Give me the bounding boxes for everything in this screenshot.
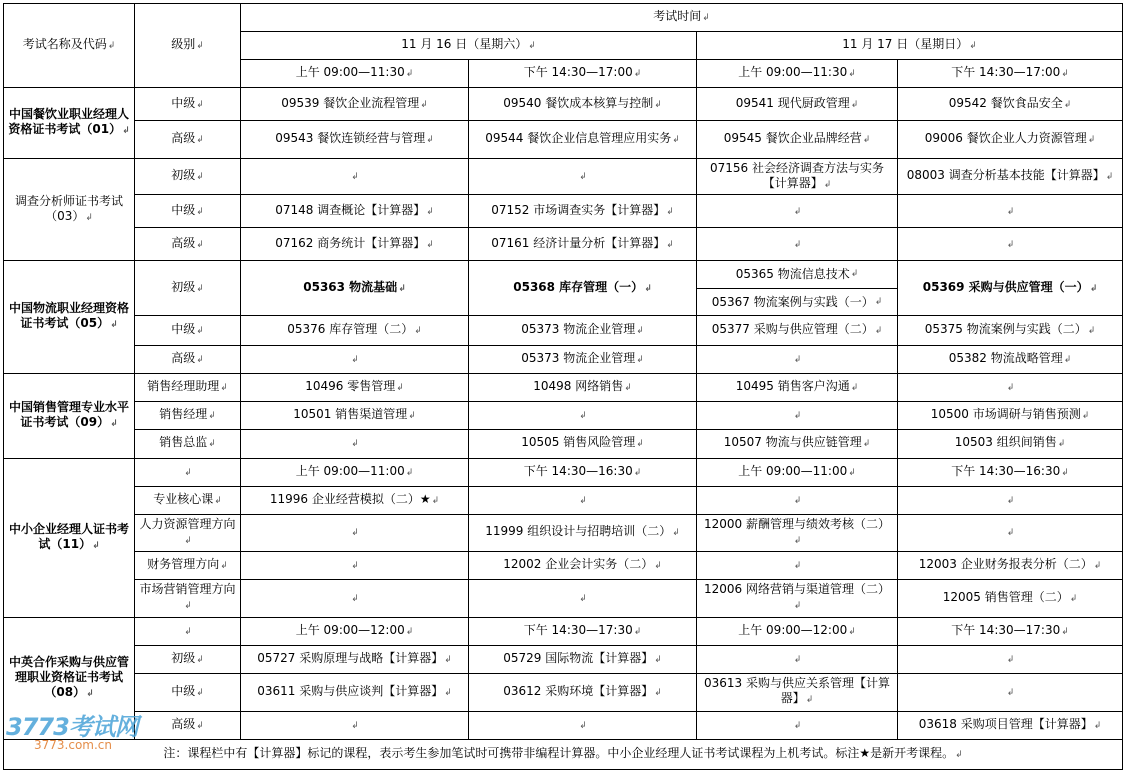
paragraph-mark-icon: ↲ (110, 320, 118, 331)
day2-text: 11 月 17 日（星期日） (842, 37, 969, 52)
exam-name-header-text: 考试名称及代码 (22, 37, 107, 52)
course-cell (898, 195, 1123, 228)
paragraph-mark-icon: ↲ (579, 411, 587, 422)
slot-cell: 上午 09:00—12:00↲ (697, 617, 898, 645)
paragraph-mark-icon: ↲ (1087, 135, 1096, 146)
level-cell: 专业核心课↲ (135, 486, 241, 514)
paragraph-mark-icon: ↲ (654, 560, 662, 571)
slot-cell: 上午 09:00—11:30↲ (241, 60, 469, 88)
paragraph-mark-icon: ↲ (196, 283, 204, 294)
level-cell: 高级↲ (135, 711, 241, 739)
paragraph-mark-icon: ↲ (969, 41, 977, 52)
course-cell (697, 486, 898, 514)
slot-cell: 下午 14:30—16:30↲ (469, 458, 697, 486)
course-cell (898, 374, 1123, 402)
level-header (135, 4, 241, 88)
table-row (4, 159, 1123, 195)
paragraph-mark-icon: ↲ (1006, 654, 1015, 665)
table-row (4, 88, 1123, 121)
course-cell: 12003 企业财务报表分析（二）↲ (898, 551, 1123, 579)
course-cell: 09541 现代厨政管理↲ (697, 88, 898, 121)
paragraph-mark-icon: ↲ (110, 418, 118, 429)
paragraph-mark-icon: ↲ (955, 749, 963, 760)
paragraph-mark-icon: ↲ (444, 687, 452, 698)
course-cell (241, 159, 469, 195)
course-cell: 10503 组织间销售↲ (898, 430, 1123, 458)
slot-cell: 下午 14:30—16:30↲ (898, 458, 1123, 486)
level-cell: 中级↲ (135, 88, 241, 121)
paragraph-mark-icon: ↲ (1006, 239, 1015, 250)
paragraph-mark-icon: ↲ (850, 269, 859, 280)
course-cell: 12002 企业会计实务（二）↲ (469, 551, 697, 579)
paragraph-mark-icon: ↲ (862, 135, 871, 146)
course-cell: 09545 餐饮企业品牌经营↲ (697, 121, 898, 159)
paragraph-mark-icon: ↲ (208, 439, 216, 450)
paragraph-mark-icon: ↲ (220, 560, 228, 571)
paragraph-mark-icon: ↲ (408, 411, 416, 422)
table-row (4, 316, 1123, 346)
paragraph-mark-icon: ↲ (398, 283, 406, 294)
paragraph-mark-icon: ↲ (823, 179, 832, 190)
paragraph-mark-icon: ↲ (196, 687, 204, 698)
paragraph-mark-icon: ↲ (654, 654, 662, 665)
table-row (4, 579, 1123, 617)
paragraph-mark-icon: ↲ (196, 239, 204, 250)
paragraph-mark-icon: ↲ (1061, 69, 1069, 80)
course-cell (697, 402, 898, 430)
level-cell: 中级↲ (135, 195, 241, 228)
paragraph-mark-icon: ↲ (351, 439, 359, 450)
course-cell (241, 711, 469, 739)
level-cell: 人力资源管理方向↲ (135, 514, 241, 551)
exam-name-logistics: 中国物流职业经理资格证书考试（05）↲ (4, 261, 135, 374)
course-cell (469, 579, 697, 617)
exam-name-procurement: 中英合作采购与供应管理职业资格证书考试（08）↲ (4, 617, 135, 739)
slot-cell: 上午 09:00—11:30↲ (697, 60, 898, 88)
exam-name-catering: 中国餐饮业职业经理人资格证书考试（01）↲ (4, 88, 135, 159)
paragraph-mark-icon: ↲ (351, 528, 359, 539)
paragraph-mark-icon: ↲ (848, 467, 856, 478)
paragraph-mark-icon: ↲ (196, 172, 204, 183)
paragraph-mark-icon: ↲ (351, 593, 359, 604)
course-cell (469, 711, 697, 739)
paragraph-mark-icon: ↲ (1057, 439, 1066, 450)
paragraph-mark-icon: ↲ (633, 467, 642, 478)
table-row (4, 228, 1123, 261)
split-course-cell (697, 261, 898, 316)
level-cell: 销售总监↲ (135, 430, 241, 458)
day2-header (697, 32, 1123, 60)
paragraph-mark-icon: ↲ (1063, 355, 1072, 366)
paragraph-mark-icon: ↲ (444, 654, 452, 665)
watermark-brand: 3773考试网 (6, 713, 138, 741)
course-cell: 11996 企业经营模拟（二）★↲ (241, 486, 469, 514)
course-cell: 07162 商务统计【计算器】↲ (241, 228, 469, 261)
exam-name-survey: 调查分析师证书考试（03）↲ (4, 159, 135, 261)
course-cell: 09006 餐饮企业人力资源管理↲ (898, 121, 1123, 159)
paragraph-mark-icon: ↲ (214, 495, 222, 506)
paragraph-mark-icon: ↲ (793, 206, 802, 217)
paragraph-mark-icon: ↲ (351, 172, 359, 183)
course-cell: 03613 采购与供应关系管理【计算器】↲ (697, 673, 898, 711)
course-cell: 12005 销售管理（二）↲ (898, 579, 1123, 617)
paragraph-mark-icon: ↲ (1093, 560, 1102, 571)
paragraph-mark-icon: ↲ (793, 355, 802, 366)
paragraph-mark-icon: ↲ (672, 135, 680, 146)
table-row (4, 121, 1123, 159)
paragraph-mark-icon: ↲ (1006, 528, 1015, 539)
paragraph-mark-icon: ↲ (793, 239, 802, 250)
paragraph-mark-icon: ↲ (351, 720, 359, 731)
course-cell: 05729 国际物流【计算器】↲ (469, 645, 697, 673)
exam-time-header-text: 考试时间 (653, 9, 702, 24)
course-cell: 05373 物流企业管理↲ (469, 316, 697, 346)
slot-cell: 上午 09:00—11:00↲ (697, 458, 898, 486)
table-row (4, 430, 1123, 458)
paragraph-mark-icon: ↲ (636, 355, 644, 366)
table-row (4, 514, 1123, 551)
exam-name-sme: 中小企业经理人证书考试（11）↲ (4, 458, 135, 617)
paragraph-mark-icon: ↲ (184, 626, 192, 637)
paragraph-mark-icon: ↲ (208, 411, 216, 422)
course-cell (898, 228, 1123, 261)
course-cell (697, 645, 898, 673)
course-cell (898, 486, 1123, 514)
course-cell: 09539 餐饮企业流程管理↲ (241, 88, 469, 121)
exam-name-sales: 中国销售管理专业水平证书考试（09）↲ (4, 374, 135, 458)
paragraph-mark-icon: ↲ (1061, 626, 1069, 637)
course-cell: 12000 薪酬管理与绩效考核（二）↲ (697, 514, 898, 551)
paragraph-mark-icon: ↲ (702, 13, 710, 24)
paragraph-mark-icon: ↲ (874, 326, 883, 337)
paragraph-mark-icon: ↲ (1093, 720, 1102, 731)
paragraph-mark-icon: ↲ (405, 467, 414, 478)
level-cell: 初级↲ (135, 159, 241, 195)
paragraph-mark-icon: ↲ (196, 99, 204, 110)
paragraph-mark-icon: ↲ (396, 383, 404, 394)
paragraph-mark-icon: ↲ (862, 439, 871, 450)
course-cell: 09540 餐饮成本核算与控制↲ (469, 88, 697, 121)
paragraph-mark-icon: ↲ (405, 626, 414, 637)
course-cell: 05727 采购原理与战略【计算器】↲ (241, 645, 469, 673)
course-cell: 10505 销售风险管理↲ (469, 430, 697, 458)
table-row (4, 617, 1123, 645)
paragraph-mark-icon: ↲ (196, 720, 204, 731)
course-cell (241, 514, 469, 551)
paragraph-mark-icon: ↲ (848, 69, 856, 80)
course-cell: 07148 调查概论【计算器】↲ (241, 195, 469, 228)
paragraph-mark-icon: ↲ (184, 467, 192, 478)
course-cell: 05375 物流案例与实践（二）↲ (898, 316, 1123, 346)
course-cell (469, 159, 697, 195)
slot-cell: 下午 14:30—17:00↲ (469, 60, 697, 88)
paragraph-mark-icon: ↲ (426, 206, 434, 217)
exam-time-header (241, 4, 1123, 32)
paragraph-mark-icon: ↲ (633, 626, 642, 637)
watermark-url: 3773.com.cn (34, 738, 112, 752)
paragraph-mark-icon: ↲ (793, 654, 802, 665)
paragraph-mark-icon: ↲ (850, 383, 859, 394)
slot-cell: 下午 14:30—17:30↲ (469, 617, 697, 645)
level-cell: 财务管理方向↲ (135, 551, 241, 579)
course-cell (697, 195, 898, 228)
course-cell: 07161 经济计量分析【计算器】↲ (469, 228, 697, 261)
course-cell: 03612 采购环境【计算器】↲ (469, 673, 697, 711)
course-cell: 05365 物流信息技术 ↲ (735, 267, 859, 282)
paragraph-mark-icon: ↲ (666, 239, 674, 250)
slot-cell: 下午 14:30—17:00↲ (898, 60, 1123, 88)
course-cell (898, 673, 1123, 711)
table-row (4, 673, 1123, 711)
table-row (4, 458, 1123, 486)
course-cell (697, 346, 898, 374)
course-cell (469, 486, 697, 514)
paragraph-mark-icon: ↲ (426, 135, 434, 146)
paragraph-mark-icon: ↲ (654, 687, 662, 698)
course-cell: 09544 餐饮企业信息管理应用实务↲ (469, 121, 697, 159)
paragraph-mark-icon: ↲ (1006, 206, 1015, 217)
paragraph-mark-icon: ↲ (528, 41, 536, 52)
course-cell: 10507 物流与供应链管理↲ (697, 430, 898, 458)
level-cell: 市场营销管理方向↲ (135, 579, 241, 617)
course-cell (469, 402, 697, 430)
paragraph-mark-icon: ↲ (184, 601, 192, 612)
paragraph-mark-icon: ↲ (793, 495, 802, 506)
day1-header (241, 32, 697, 60)
paragraph-mark-icon: ↲ (1069, 593, 1078, 604)
paragraph-mark-icon: ↲ (85, 212, 93, 223)
paragraph-mark-icon: ↲ (351, 355, 359, 366)
course-cell: 05368 库存管理（一）↲ (469, 261, 697, 316)
paragraph-mark-icon: ↲ (86, 688, 94, 699)
paragraph-mark-icon: ↲ (92, 540, 100, 551)
course-cell: 08003 调查分析基本技能【计算器】↲ (898, 159, 1123, 195)
course-cell (241, 551, 469, 579)
paragraph-mark-icon: ↲ (426, 239, 434, 250)
paragraph-mark-icon: ↲ (579, 720, 587, 731)
course-cell: 12006 网络营销与渠道管理（二）↲ (697, 579, 898, 617)
paragraph-mark-icon: ↲ (874, 296, 883, 307)
course-cell: 10496 零售管理↲ (241, 374, 469, 402)
paragraph-mark-icon: ↲ (220, 383, 228, 394)
paragraph-mark-icon: ↲ (624, 383, 632, 394)
paragraph-mark-icon: ↲ (196, 135, 204, 146)
table-row (4, 374, 1123, 402)
level-cell (135, 617, 241, 645)
paragraph-mark-icon: ↲ (579, 172, 587, 183)
paragraph-mark-icon: ↲ (579, 593, 587, 604)
table-row (4, 711, 1123, 739)
table-row (4, 195, 1123, 228)
course-cell: 05369 采购与供应管理（一）↲ (898, 261, 1123, 316)
course-cell: 10501 销售渠道管理↲ (241, 402, 469, 430)
course-cell: 05373 物流企业管理↲ (469, 346, 697, 374)
paragraph-mark-icon: ↲ (1061, 467, 1069, 478)
table-row (4, 486, 1123, 514)
course-cell: 07156 社会经济调查方法与实务【计算器】↲ (697, 159, 898, 195)
level-cell: 销售经理助理↲ (135, 374, 241, 402)
level-cell: 初级↲ (135, 261, 241, 316)
slot-cell: 下午 14:30—17:30↲ (898, 617, 1123, 645)
paragraph-mark-icon: ↲ (793, 601, 802, 612)
table-row (4, 402, 1123, 430)
course-cell: 05377 采购与供应管理（二）↲ (697, 316, 898, 346)
paragraph-mark-icon: ↲ (1089, 283, 1098, 294)
paragraph-mark-icon: ↲ (1063, 99, 1072, 110)
note-row (4, 739, 1123, 769)
paragraph-mark-icon: ↲ (850, 99, 859, 110)
course-cell (898, 514, 1123, 551)
day1-text: 11 月 16 日（星期六） (401, 37, 528, 52)
paragraph-mark-icon: ↲ (351, 560, 359, 571)
course-cell: 05363 物流基础↲ (241, 261, 469, 316)
footnote: 注：课程栏中有【计算器】标记的课程，表示考生参加笔试时可携带非编程计算器。中小企业经理人证书考试课程为上机考试。标注★是新开考课程。↲ (4, 739, 1123, 769)
course-cell (241, 579, 469, 617)
level-cell: 初级↲ (135, 645, 241, 673)
paragraph-mark-icon: ↲ (793, 720, 802, 731)
course-cell: 05382 物流战略管理↲ (898, 346, 1123, 374)
course-cell (241, 430, 469, 458)
paragraph-mark-icon: ↲ (672, 528, 680, 539)
paragraph-mark-icon: ↲ (1105, 172, 1114, 183)
table-row (4, 261, 1123, 316)
course-cell: 05367 物流案例与实践（一） ↲ (697, 288, 897, 316)
exam-schedule-table (3, 3, 1123, 770)
course-cell: 03611 采购与供应谈判【计算器】↲ (241, 673, 469, 711)
paragraph-mark-icon: ↲ (805, 695, 814, 706)
course-cell: 11999 组织设计与招聘培训（二）↲ (469, 514, 697, 551)
header-row (4, 4, 1123, 32)
course-cell (697, 711, 898, 739)
paragraph-mark-icon: ↲ (644, 283, 652, 294)
paragraph-mark-icon: ↲ (1006, 383, 1015, 394)
paragraph-mark-icon: ↲ (666, 206, 674, 217)
level-cell (135, 458, 241, 486)
course-cell: 10500 市场调研与销售预测↲ (898, 402, 1123, 430)
level-cell: 高级↲ (135, 228, 241, 261)
course-cell (697, 228, 898, 261)
paragraph-mark-icon: ↲ (196, 355, 204, 366)
paragraph-mark-icon: ↲ (405, 69, 414, 80)
course-cell: 05376 库存管理（二）↲ (241, 316, 469, 346)
table-row (4, 551, 1123, 579)
paragraph-mark-icon: ↲ (654, 99, 662, 110)
paragraph-mark-icon: ↲ (633, 69, 642, 80)
paragraph-mark-icon: ↲ (420, 99, 428, 110)
course-cell: 09543 餐饮连锁经营与管理↲ (241, 121, 469, 159)
paragraph-mark-icon: ↲ (579, 495, 587, 506)
slot-cell: 上午 09:00—12:00↲ (241, 617, 469, 645)
paragraph-mark-icon: ↲ (414, 326, 422, 337)
course-cell: 09542 餐饮食品安全↲ (898, 88, 1123, 121)
paragraph-mark-icon: ↲ (1081, 411, 1090, 422)
table-row (4, 645, 1123, 673)
course-cell (697, 551, 898, 579)
level-cell: 销售经理↲ (135, 402, 241, 430)
paragraph-mark-icon: ↲ (431, 495, 440, 506)
level-cell: 高级↲ (135, 121, 241, 159)
paragraph-mark-icon: ↲ (1006, 687, 1015, 698)
table-row (4, 346, 1123, 374)
slot-cell: 上午 09:00—11:00↲ (241, 458, 469, 486)
paragraph-mark-icon: ↲ (793, 535, 802, 546)
level-header-text: 级别 (171, 37, 196, 52)
exam-name-header (4, 4, 135, 88)
paragraph-mark-icon: ↲ (196, 206, 204, 217)
paragraph-mark-icon: ↲ (107, 41, 116, 52)
paragraph-mark-icon: ↲ (1006, 495, 1015, 506)
paragraph-mark-icon: ↲ (1087, 326, 1096, 337)
course-cell (898, 645, 1123, 673)
course-cell: 10495 销售客户沟通↲ (697, 374, 898, 402)
paragraph-mark-icon: ↲ (636, 326, 644, 337)
course-cell: 03618 采购项目管理【计算器】↲ (898, 711, 1123, 739)
paragraph-mark-icon: ↲ (848, 626, 856, 637)
level-cell: 中级↲ (135, 316, 241, 346)
paragraph-mark-icon: ↲ (122, 126, 130, 137)
paragraph-mark-icon: ↲ (196, 326, 204, 337)
paragraph-mark-icon: ↲ (196, 654, 204, 665)
paragraph-mark-icon: ↲ (184, 535, 192, 546)
level-cell: 高级↲ (135, 346, 241, 374)
paragraph-mark-icon: ↲ (793, 411, 802, 422)
paragraph-mark-icon: ↲ (793, 560, 802, 571)
course-cell: 07152 市场调查实务【计算器】↲ (469, 195, 697, 228)
paragraph-mark-icon: ↲ (636, 439, 644, 450)
course-cell (241, 346, 469, 374)
paragraph-mark-icon: ↲ (196, 41, 204, 52)
level-cell: 中级↲ (135, 673, 241, 711)
course-cell: 10498 网络销售↲ (469, 374, 697, 402)
